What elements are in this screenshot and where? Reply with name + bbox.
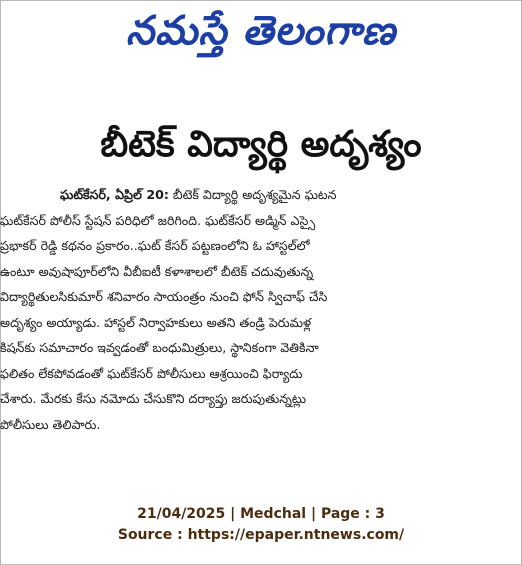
article-line-7: కిషన్‌కు సమాచారం ఇవ్వడంతో బంధుమిత్రులు, స్థానికంగా వెతికినా [0,340,319,355]
article-line-5: విద్యార్థితులసికుమార్ శనివారం సాయంత్రం నుంచి ఫోన్ స్విచాఫ్ చేసి [0,289,328,304]
article-body [0,182,515,437]
article-line-9: చేశారు. మేరకు కేసు నమోదు చేసుకొని దర్యాప్తు జరుపుతున్నట్లు [0,391,306,406]
article-line-2: ఘట్‌కేసర్ పోలీస్ స్టేషన్ పరిధిలో జరిగింది. ఘట్‌కేసర్ అడ్మిన్ ఎస్సై [0,212,316,228]
article-dateline: ఘట్‌కేసర్, ఏప్రిల్ 20: [60,187,169,202]
source-link[interactable]: Source : https://epaper.ntnews.com/ [117,527,405,543]
article-line-1 [60,182,515,208]
article-line-1-text: బీటెక్ విద్యార్థి అదృశ్యమైన ఘటన [168,187,337,202]
article-headline: బీటెక్ విద్యార్థి అదృశ్యం [100,124,422,165]
article-line-3: ప్రభాకర్ రెడ్డి కథనం ప్రకారం..ఘట్ కేసర్ పట్టణంలోని ఓ హాస్టల్‌లో [0,238,310,253]
newspaper-masthead [0,8,522,64]
article-line-4: ఉంటూ అవుషాపూర్‌లోని వీబీఐటీ కళాశాలలో బీటెక్ చదువుతున్న [0,263,314,279]
masthead-title: నమస్తే తెలంగాణ [125,8,397,54]
article-line-8: ఫలితం లేకపోవడంతో ఘట్‌కేసర్ పోలీసులు ఆశ్రయించి ఫిర్యాదు [0,365,303,381]
edition-info: 21/04/2025 | Medchal | Page : 3 [137,506,385,522]
article-line-10: పోలీసులు తెలిపారు. [0,416,101,432]
article-line-6: అదృశ్యం అయ్యాడు. హాస్టల్ నిర్వాహకులు అతని తండ్రి పెరుమళ్ల [0,314,312,330]
